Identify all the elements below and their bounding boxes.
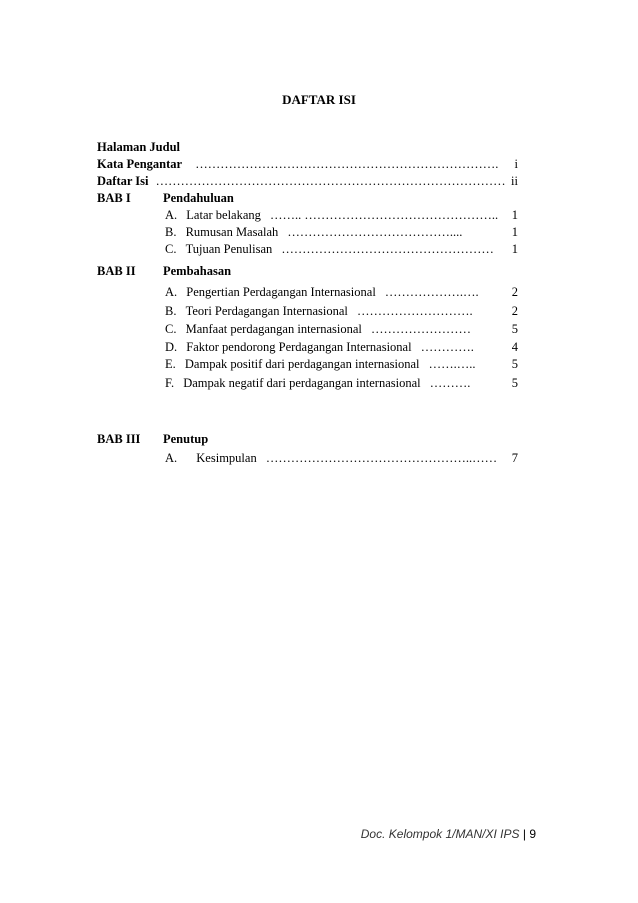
page-title: DAFTAR ISI (282, 92, 356, 107)
toc-dots: ………………………………………………………………………… (155, 174, 506, 188)
toc-entry-daftar-isi (97, 174, 506, 189)
toc-subentry-text: Kesimpulan (196, 451, 257, 465)
toc-dots: …….. ……………………………………….. (270, 208, 499, 222)
toc-dots: ………………………………….... (287, 225, 463, 239)
toc-subentry-text: Dampak negatif dari perdagangan internasional (183, 376, 421, 390)
toc-subentry-text: Faktor pendorong Perdagangan Internasional (186, 340, 412, 354)
toc-subentry (165, 304, 473, 319)
toc-page-number: 2 (511, 285, 518, 299)
chapter-title: Pembahasan (163, 264, 232, 278)
toc-subentry-text: Teori Perdagangan Internasional (185, 304, 348, 318)
toc-subentry (165, 357, 476, 372)
chapter-code: BAB II (97, 264, 136, 278)
toc-subentry (165, 376, 470, 391)
footer-page-number: 9 (529, 827, 536, 841)
toc-subentry (165, 225, 462, 240)
toc-marker: E. (165, 357, 176, 371)
toc-page-number: 7 (511, 451, 518, 465)
toc-subentry (165, 285, 479, 300)
toc-page-number: 5 (511, 376, 518, 390)
toc-page-number: 1 (511, 242, 518, 256)
footer-doc-label: Doc. Kelompok 1/MAN/XI IPS (360, 827, 520, 841)
toc-entry-label: Daftar Isi (97, 174, 149, 188)
toc-page-number: i (514, 157, 518, 171)
toc-subentry-text: Pengertian Perdagangan Internasional (186, 285, 376, 299)
toc-dots: …………………………………………… (281, 242, 494, 256)
toc-subentry (165, 242, 494, 257)
footer-separator: | (522, 827, 526, 841)
toc-subentry-text: Tujuan Penulisan (185, 242, 273, 256)
toc-subentry (165, 208, 498, 223)
page-footer (361, 827, 536, 841)
toc-marker: A. (165, 451, 178, 465)
chapter-title: Pendahuluan (163, 191, 234, 205)
toc-page-number: 2 (511, 304, 518, 318)
toc-entry-kata-pengantar (97, 157, 498, 172)
toc-page-number: ii (511, 174, 518, 188)
toc-subentry (165, 451, 497, 466)
toc-marker: C. (165, 322, 177, 336)
toc-dots: ………………………………………………………………. (195, 157, 499, 171)
toc-subentry (165, 322, 471, 337)
toc-page-number: 1 (511, 208, 518, 222)
toc-marker: A. (165, 285, 178, 299)
toc-entry-halaman-judul: Halaman Judul (97, 140, 181, 154)
toc-marker: C. (165, 242, 177, 256)
toc-page-number: 4 (511, 340, 518, 354)
toc-dots: ………. (429, 376, 471, 390)
toc-subentry-text: Manfaat perdagangan internasional (185, 322, 362, 336)
toc-marker: B. (165, 225, 177, 239)
toc-marker: D. (165, 340, 178, 354)
toc-entry-label: Kata Pengantar (97, 157, 183, 171)
toc-marker: B. (165, 304, 177, 318)
toc-dots: …………. (420, 340, 474, 354)
toc-marker: F. (165, 376, 175, 390)
toc-subentry-text: Latar belakang (186, 208, 261, 222)
chapter-code: BAB III (97, 432, 141, 446)
toc-subentry-text: Rumusan Masalah (185, 225, 279, 239)
toc-subentry-text: Dampak positif dari perdagangan internasional (184, 357, 420, 371)
toc-subentry (165, 340, 474, 355)
toc-dots: …….….. (428, 357, 476, 371)
toc-dots: …………………………………………..…… (265, 451, 498, 465)
toc-page-number: 5 (511, 322, 518, 336)
toc-dots: …………………… (371, 322, 472, 336)
toc-dots: ………………………. (356, 304, 473, 318)
chapter-code: BAB I (97, 191, 131, 205)
chapter-title: Penutup (163, 432, 209, 446)
toc-dots: ……………….…. (384, 285, 479, 299)
toc-page-number: 5 (511, 357, 518, 371)
toc-marker: A. (165, 208, 178, 222)
toc-page-number: 1 (511, 225, 518, 239)
